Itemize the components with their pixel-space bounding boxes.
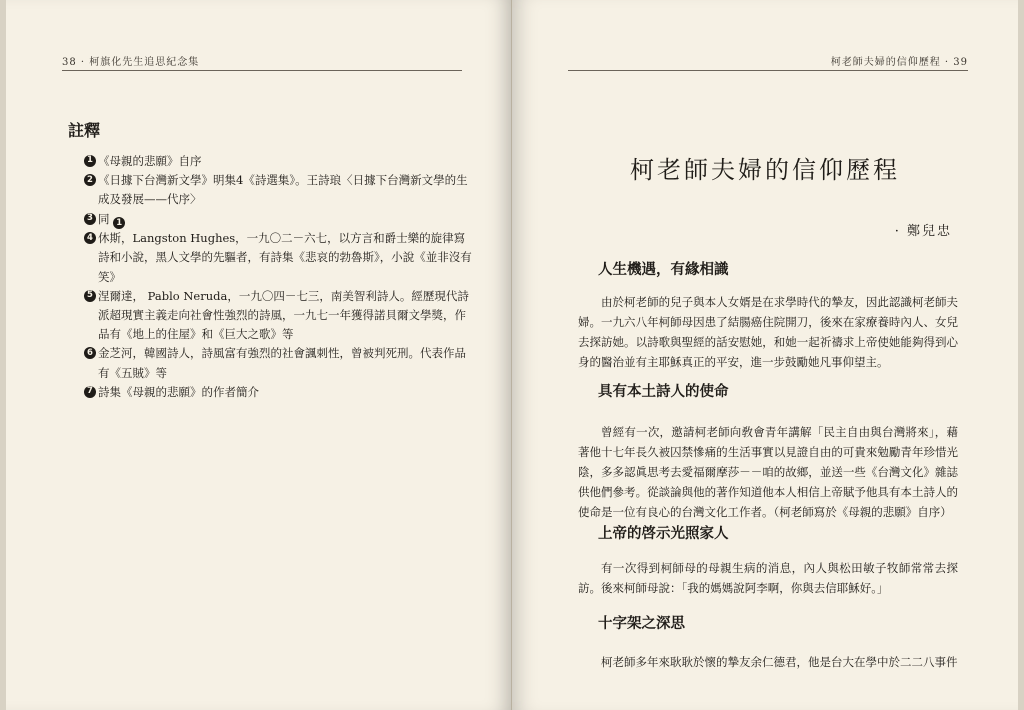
note-number-marker: 5 bbox=[84, 290, 96, 302]
section-heading: 具有本土詩人的使命 bbox=[598, 384, 729, 400]
section-paragraph: 曾經有一次，邀請柯老師向敎會青年講解「民主自由與台灣將來」，藉著他十七年長久被囚禁慘痛的生活事實以見證自由的可貴來勉勵青年珍惜光陰，多多認眞思考去愛福爾摩莎－－咱的故鄉，並送一些《台灣文化》雜誌供他們參考。從談論與他的著作知道他本人相信上帝賦予他具有本土詩人的使命是一位有良心的台灣文化工作者。（柯老師寫於《母親的悲願》自序） bbox=[578, 425, 958, 519]
section-heading: 人生機遇，有緣相識 bbox=[598, 262, 729, 278]
section-heading: 十字架之深思 bbox=[598, 616, 685, 632]
note-number-marker: 1 bbox=[84, 155, 96, 167]
notes-title: 註釋 bbox=[68, 121, 101, 140]
section-paragraph: 柯老師多年來耿耿於懷的摯友余仁德君，他是台大在學中於二二八事件 bbox=[601, 655, 958, 669]
section-paragraph: 有一次得到柯師母的母親生病的消息，內人與松田敏子牧師常常去探訪。後來柯師母說：「我的媽媽說阿李啊，你與去信耶穌好。」 bbox=[578, 561, 958, 595]
note-text: 《日據下台灣新文學》明集4《詩選集》。王詩琅〈日據下台灣新文學的生成及發展——代序〉 bbox=[98, 173, 468, 207]
note-item bbox=[84, 210, 474, 230]
notes-list bbox=[84, 152, 474, 402]
note-number-marker: 4 bbox=[84, 232, 96, 244]
section-paragraph: 由於柯老師的兒子與本人女婿是在求學時代的摯友，因此認識柯老師夫婦。一九六八年柯師母因患了結腸癌住院開刀，後來在家療養時內人、女兒去探訪她。以詩歌與聖經的話安慰她，和她一起祈禱求上帝使她能夠得到心身的醫治並有主耶穌真正的平安，進一步鼓勵她凡事仰望主。 bbox=[578, 295, 958, 369]
note-item bbox=[84, 383, 474, 402]
note-item bbox=[84, 152, 474, 171]
section-heading: 上帝的啓示光照家人 bbox=[598, 526, 729, 542]
note-text: 同 bbox=[98, 211, 110, 226]
note-number-marker: 3 bbox=[84, 213, 96, 225]
note-item bbox=[84, 229, 474, 287]
note-item bbox=[84, 287, 474, 345]
note-text: 詩集《母親的悲願》的作者簡介 bbox=[98, 384, 259, 399]
note-text: 《母親的悲願》自序 bbox=[98, 154, 202, 168]
left-page bbox=[6, 0, 512, 710]
note-text-container bbox=[98, 210, 474, 230]
right-page bbox=[512, 0, 1018, 710]
note-text: 金芝河，韓國詩人，詩風富有強烈的社會諷刺性，曾被判死刑。代表作品有《五賊》等 bbox=[98, 346, 466, 380]
note-number-marker: 7 bbox=[84, 386, 96, 398]
left-page-header: 38 · 柯旗化先生追思紀念集 bbox=[62, 52, 462, 71]
article-title: 柯老師夫婦的信仰歷程 bbox=[630, 156, 900, 184]
right-page-header: 柯老師夫婦的信仰歷程 · 39 bbox=[568, 52, 968, 71]
note-number-marker: 2 bbox=[84, 174, 96, 186]
note-reference-marker: 1 bbox=[113, 217, 125, 229]
note-text: 涅爾達， Pablo Neruda，一九〇四－七三，南美智利詩人。經歷現代詩派超現實主義走向社會性強烈的詩風，一九七一年獲得諾貝爾文學獎，作品有《地上的住屋》和《巨大之歌》等 bbox=[98, 288, 469, 342]
author-byline: · 鄭兒忠 bbox=[894, 224, 952, 239]
note-item bbox=[84, 171, 474, 209]
note-text: 休斯，Langston Hughes，一九〇二－六七，以方言和爵士樂的旋律寫詩和小說，黑人文學的先驅者，有詩集《悲哀的勃魯斯》，小說《並非沒有笑》 bbox=[98, 231, 472, 284]
note-number-marker: 6 bbox=[84, 347, 96, 359]
note-item bbox=[84, 344, 474, 382]
